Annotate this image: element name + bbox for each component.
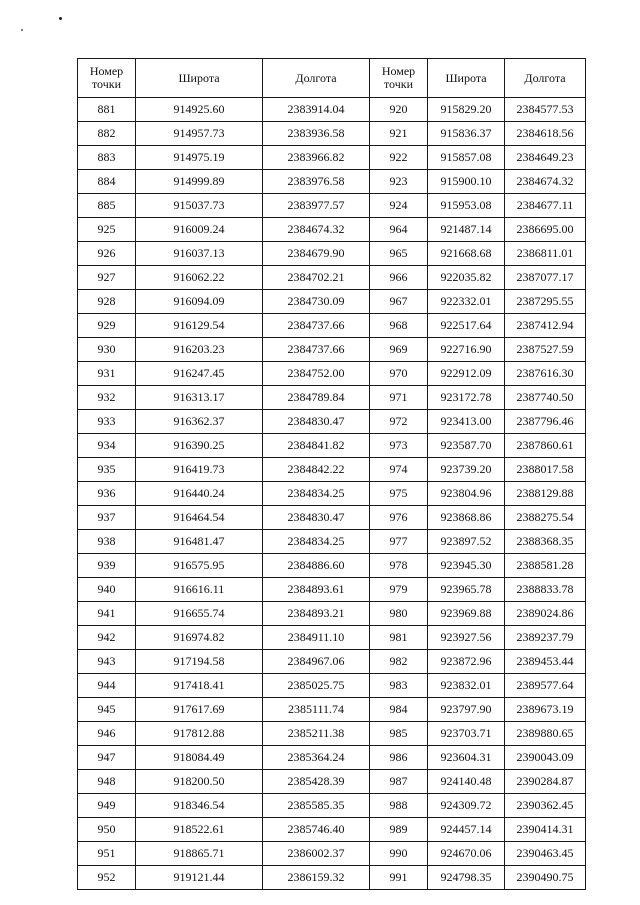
latitude-cell: 916009.24 xyxy=(136,218,263,242)
longitude-cell: 2388129.88 xyxy=(505,482,586,506)
table-row xyxy=(78,578,586,602)
point-number-cell: 976 xyxy=(370,506,428,530)
latitude-cell: 923703.71 xyxy=(428,722,505,746)
point-number-cell: 979 xyxy=(370,578,428,602)
latitude-cell: 923797.90 xyxy=(428,698,505,722)
point-number-cell: 882 xyxy=(78,122,136,146)
longitude-cell: 2385428.39 xyxy=(263,770,370,794)
table-row xyxy=(78,842,586,866)
longitude-cell: 2384842.22 xyxy=(263,458,370,482)
latitude-cell: 921487.14 xyxy=(428,218,505,242)
header-point-number xyxy=(78,59,136,98)
longitude-cell: 2389237.79 xyxy=(505,626,586,650)
point-number-cell: 980 xyxy=(370,602,428,626)
longitude-cell: 2389673.19 xyxy=(505,698,586,722)
table-row xyxy=(78,98,586,122)
longitude-cell: 2384618.56 xyxy=(505,122,586,146)
table-row xyxy=(78,194,586,218)
longitude-cell: 2388017.58 xyxy=(505,458,586,482)
longitude-cell: 2385364.24 xyxy=(263,746,370,770)
point-number-cell: 922 xyxy=(370,146,428,170)
point-number-cell: 942 xyxy=(78,626,136,650)
header-latitude-2: Широта xyxy=(428,59,505,98)
point-number-cell: 929 xyxy=(78,314,136,338)
table-row xyxy=(78,218,586,242)
table-row xyxy=(78,122,586,146)
latitude-cell: 914925.60 xyxy=(136,98,263,122)
latitude-cell: 916440.24 xyxy=(136,482,263,506)
latitude-cell: 916062.22 xyxy=(136,266,263,290)
point-number-cell: 985 xyxy=(370,722,428,746)
longitude-cell: 2390362.45 xyxy=(505,794,586,818)
table-row xyxy=(78,506,586,530)
longitude-cell: 2384841.82 xyxy=(263,434,370,458)
point-number-cell: 945 xyxy=(78,698,136,722)
longitude-cell: 2386159.32 xyxy=(263,866,370,890)
table-row xyxy=(78,242,586,266)
latitude-cell: 916390.25 xyxy=(136,434,263,458)
longitude-cell: 2384737.66 xyxy=(263,338,370,362)
latitude-cell: 916464.54 xyxy=(136,506,263,530)
table-row xyxy=(78,338,586,362)
table-row xyxy=(78,410,586,434)
point-number-cell: 925 xyxy=(78,218,136,242)
latitude-cell: 916575.95 xyxy=(136,554,263,578)
longitude-cell: 2384893.61 xyxy=(263,578,370,602)
latitude-cell: 915857.08 xyxy=(428,146,505,170)
latitude-cell: 916129.54 xyxy=(136,314,263,338)
table-row xyxy=(78,482,586,506)
latitude-cell: 921668.68 xyxy=(428,242,505,266)
point-number-cell: 967 xyxy=(370,290,428,314)
header-point-number-line2: точки xyxy=(91,77,122,91)
latitude-cell: 916655.74 xyxy=(136,602,263,626)
point-number-cell: 978 xyxy=(370,554,428,578)
point-number-cell: 968 xyxy=(370,314,428,338)
header-longitude-2: Долгота xyxy=(505,59,586,98)
latitude-cell: 916419.73 xyxy=(136,458,263,482)
table-row xyxy=(78,698,586,722)
latitude-cell: 924309.72 xyxy=(428,794,505,818)
point-number-cell: 986 xyxy=(370,746,428,770)
longitude-cell: 2389880.65 xyxy=(505,722,586,746)
point-number-cell: 923 xyxy=(370,170,428,194)
longitude-cell: 2385211.38 xyxy=(263,722,370,746)
longitude-cell: 2384737.66 xyxy=(263,314,370,338)
table-row xyxy=(78,434,586,458)
latitude-cell: 924670.06 xyxy=(428,842,505,866)
point-number-cell: 939 xyxy=(78,554,136,578)
point-number-cell: 924 xyxy=(370,194,428,218)
table-header xyxy=(78,59,586,98)
longitude-cell: 2387740.50 xyxy=(505,386,586,410)
latitude-cell: 915836.37 xyxy=(428,122,505,146)
point-number-cell: 931 xyxy=(78,362,136,386)
point-number-cell: 973 xyxy=(370,434,428,458)
latitude-cell: 915829.20 xyxy=(428,98,505,122)
latitude-cell: 923413.00 xyxy=(428,410,505,434)
longitude-cell: 2384677.11 xyxy=(505,194,586,218)
point-number-cell: 943 xyxy=(78,650,136,674)
longitude-cell: 2388275.54 xyxy=(505,506,586,530)
point-number-cell: 940 xyxy=(78,578,136,602)
latitude-cell: 923969.88 xyxy=(428,602,505,626)
point-number-cell: 928 xyxy=(78,290,136,314)
point-number-cell: 974 xyxy=(370,458,428,482)
table-row xyxy=(78,602,586,626)
table-row xyxy=(78,650,586,674)
point-number-cell: 989 xyxy=(370,818,428,842)
latitude-cell: 914999.89 xyxy=(136,170,263,194)
latitude-cell: 915900.10 xyxy=(428,170,505,194)
latitude-cell: 922035.82 xyxy=(428,266,505,290)
point-number-cell: 988 xyxy=(370,794,428,818)
latitude-cell: 917418.41 xyxy=(136,674,263,698)
point-number-cell: 937 xyxy=(78,506,136,530)
point-number-cell: 982 xyxy=(370,650,428,674)
point-number-cell: 885 xyxy=(78,194,136,218)
point-number-cell: 948 xyxy=(78,770,136,794)
latitude-cell: 918200.50 xyxy=(136,770,263,794)
latitude-cell: 922332.01 xyxy=(428,290,505,314)
latitude-cell: 922716.90 xyxy=(428,338,505,362)
table-row xyxy=(78,722,586,746)
longitude-cell: 2386002.37 xyxy=(263,842,370,866)
table-row xyxy=(78,386,586,410)
table-row xyxy=(78,746,586,770)
latitude-cell: 923604.31 xyxy=(428,746,505,770)
latitude-cell: 916247.45 xyxy=(136,362,263,386)
latitude-cell: 922517.64 xyxy=(428,314,505,338)
latitude-cell: 917812.88 xyxy=(136,722,263,746)
point-number-cell: 977 xyxy=(370,530,428,554)
point-number-cell: 920 xyxy=(370,98,428,122)
table-row xyxy=(78,770,586,794)
latitude-cell: 916616.11 xyxy=(136,578,263,602)
latitude-cell: 918084.49 xyxy=(136,746,263,770)
table-row xyxy=(78,170,586,194)
longitude-cell: 2387412.94 xyxy=(505,314,586,338)
longitude-cell: 2384649.23 xyxy=(505,146,586,170)
latitude-cell: 924457.14 xyxy=(428,818,505,842)
point-number-cell: 969 xyxy=(370,338,428,362)
longitude-cell: 2384911.10 xyxy=(263,626,370,650)
longitude-cell: 2386695.00 xyxy=(505,218,586,242)
point-number-cell: 927 xyxy=(78,266,136,290)
point-number-cell: 883 xyxy=(78,146,136,170)
point-number-cell: 951 xyxy=(78,842,136,866)
latitude-cell: 923172.78 xyxy=(428,386,505,410)
longitude-cell: 2390414.31 xyxy=(505,818,586,842)
latitude-cell: 916362.37 xyxy=(136,410,263,434)
table-row xyxy=(78,794,586,818)
longitude-cell: 2390043.09 xyxy=(505,746,586,770)
longitude-cell: 2385746.40 xyxy=(263,818,370,842)
table-row xyxy=(78,458,586,482)
longitude-cell: 2384752.00 xyxy=(263,362,370,386)
longitude-cell: 2383966.82 xyxy=(263,146,370,170)
point-number-cell: 971 xyxy=(370,386,428,410)
longitude-cell: 2387295.55 xyxy=(505,290,586,314)
table-row xyxy=(78,554,586,578)
point-number-cell: 946 xyxy=(78,722,136,746)
latitude-cell: 916037.13 xyxy=(136,242,263,266)
latitude-cell: 917617.69 xyxy=(136,698,263,722)
latitude-cell: 923945.30 xyxy=(428,554,505,578)
longitude-cell: 2388368.35 xyxy=(505,530,586,554)
latitude-cell: 923965.78 xyxy=(428,578,505,602)
longitude-cell: 2390490.75 xyxy=(505,866,586,890)
latitude-cell: 923927.56 xyxy=(428,626,505,650)
latitude-cell: 918346.54 xyxy=(136,794,263,818)
longitude-cell: 2384730.09 xyxy=(263,290,370,314)
point-number-cell: 935 xyxy=(78,458,136,482)
point-number-cell: 949 xyxy=(78,794,136,818)
header-point-number-2 xyxy=(370,59,428,98)
longitude-cell: 2387860.61 xyxy=(505,434,586,458)
longitude-cell: 2384674.32 xyxy=(263,218,370,242)
table-row xyxy=(78,266,586,290)
header-point-number-line1: Номер xyxy=(89,64,124,78)
latitude-cell: 923804.96 xyxy=(428,482,505,506)
longitude-cell: 2384893.21 xyxy=(263,602,370,626)
longitude-cell: 2383976.58 xyxy=(263,170,370,194)
longitude-cell: 2387527.59 xyxy=(505,338,586,362)
point-number-cell: 938 xyxy=(78,530,136,554)
point-number-cell: 983 xyxy=(370,674,428,698)
longitude-cell: 2388581.28 xyxy=(505,554,586,578)
latitude-cell: 914957.73 xyxy=(136,122,263,146)
latitude-cell: 923587.70 xyxy=(428,434,505,458)
longitude-cell: 2384886.60 xyxy=(263,554,370,578)
longitude-cell: 2388833.78 xyxy=(505,578,586,602)
latitude-cell: 924798.35 xyxy=(428,866,505,890)
point-number-cell: 921 xyxy=(370,122,428,146)
coordinates-table xyxy=(77,58,586,890)
latitude-cell: 923872.96 xyxy=(428,650,505,674)
latitude-cell: 919121.44 xyxy=(136,866,263,890)
latitude-cell: 923868.86 xyxy=(428,506,505,530)
header-point-number-2-line1: Номер xyxy=(381,64,416,78)
latitude-cell: 916974.82 xyxy=(136,626,263,650)
point-number-cell: 926 xyxy=(78,242,136,266)
latitude-cell: 923832.01 xyxy=(428,674,505,698)
latitude-cell: 915953.08 xyxy=(428,194,505,218)
point-number-cell: 975 xyxy=(370,482,428,506)
point-number-cell: 944 xyxy=(78,674,136,698)
table-body xyxy=(78,98,586,890)
point-number-cell: 984 xyxy=(370,698,428,722)
point-number-cell: 950 xyxy=(78,818,136,842)
latitude-cell: 917194.58 xyxy=(136,650,263,674)
longitude-cell: 2384834.25 xyxy=(263,530,370,554)
longitude-cell: 2387616.30 xyxy=(505,362,586,386)
longitude-cell: 2383914.04 xyxy=(263,98,370,122)
longitude-cell: 2384702.21 xyxy=(263,266,370,290)
point-number-cell: 934 xyxy=(78,434,136,458)
latitude-cell: 923739.20 xyxy=(428,458,505,482)
longitude-cell: 2384830.47 xyxy=(263,506,370,530)
table-row xyxy=(78,866,586,890)
longitude-cell: 2387077.17 xyxy=(505,266,586,290)
latitude-cell: 918865.71 xyxy=(136,842,263,866)
point-number-cell: 947 xyxy=(78,746,136,770)
latitude-cell: 923897.52 xyxy=(428,530,505,554)
longitude-cell: 2385585.35 xyxy=(263,794,370,818)
table-row xyxy=(78,818,586,842)
point-number-cell: 987 xyxy=(370,770,428,794)
latitude-cell: 914975.19 xyxy=(136,146,263,170)
table-row xyxy=(78,530,586,554)
longitude-cell: 2390284.87 xyxy=(505,770,586,794)
point-number-cell: 972 xyxy=(370,410,428,434)
point-number-cell: 884 xyxy=(78,170,136,194)
header-longitude: Долгота xyxy=(263,59,370,98)
table-row xyxy=(78,314,586,338)
point-number-cell: 952 xyxy=(78,866,136,890)
point-number-cell: 966 xyxy=(370,266,428,290)
longitude-cell: 2386811.01 xyxy=(505,242,586,266)
latitude-cell: 915037.73 xyxy=(136,194,263,218)
longitude-cell: 2384967.06 xyxy=(263,650,370,674)
longitude-cell: 2387796.46 xyxy=(505,410,586,434)
latitude-cell: 916203.23 xyxy=(136,338,263,362)
longitude-cell: 2384830.47 xyxy=(263,410,370,434)
longitude-cell: 2384674.32 xyxy=(505,170,586,194)
point-number-cell: 981 xyxy=(370,626,428,650)
longitude-cell: 2383936.58 xyxy=(263,122,370,146)
scan-speck xyxy=(21,29,23,31)
point-number-cell: 936 xyxy=(78,482,136,506)
latitude-cell: 922912.09 xyxy=(428,362,505,386)
point-number-cell: 964 xyxy=(370,218,428,242)
scan-speck xyxy=(59,17,62,20)
longitude-cell: 2385111.74 xyxy=(263,698,370,722)
table-row xyxy=(78,626,586,650)
longitude-cell: 2389577.64 xyxy=(505,674,586,698)
longitude-cell: 2384834.25 xyxy=(263,482,370,506)
longitude-cell: 2384679.90 xyxy=(263,242,370,266)
point-number-cell: 881 xyxy=(78,98,136,122)
point-number-cell: 965 xyxy=(370,242,428,266)
longitude-cell: 2389024.86 xyxy=(505,602,586,626)
point-number-cell: 933 xyxy=(78,410,136,434)
point-number-cell: 991 xyxy=(370,866,428,890)
longitude-cell: 2383977.57 xyxy=(263,194,370,218)
latitude-cell: 918522.61 xyxy=(136,818,263,842)
table-row xyxy=(78,362,586,386)
longitude-cell: 2384789.84 xyxy=(263,386,370,410)
latitude-cell: 924140.48 xyxy=(428,770,505,794)
header-latitude: Широта xyxy=(136,59,263,98)
longitude-cell: 2390463.45 xyxy=(505,842,586,866)
longitude-cell: 2385025.75 xyxy=(263,674,370,698)
table-row xyxy=(78,674,586,698)
latitude-cell: 916313.17 xyxy=(136,386,263,410)
table-row xyxy=(78,146,586,170)
point-number-cell: 941 xyxy=(78,602,136,626)
longitude-cell: 2389453.44 xyxy=(505,650,586,674)
latitude-cell: 916481.47 xyxy=(136,530,263,554)
header-point-number-2-line2: точки xyxy=(383,77,414,91)
point-number-cell: 990 xyxy=(370,842,428,866)
point-number-cell: 932 xyxy=(78,386,136,410)
table-row xyxy=(78,290,586,314)
latitude-cell: 916094.09 xyxy=(136,290,263,314)
point-number-cell: 970 xyxy=(370,362,428,386)
point-number-cell: 930 xyxy=(78,338,136,362)
longitude-cell: 2384577.53 xyxy=(505,98,586,122)
